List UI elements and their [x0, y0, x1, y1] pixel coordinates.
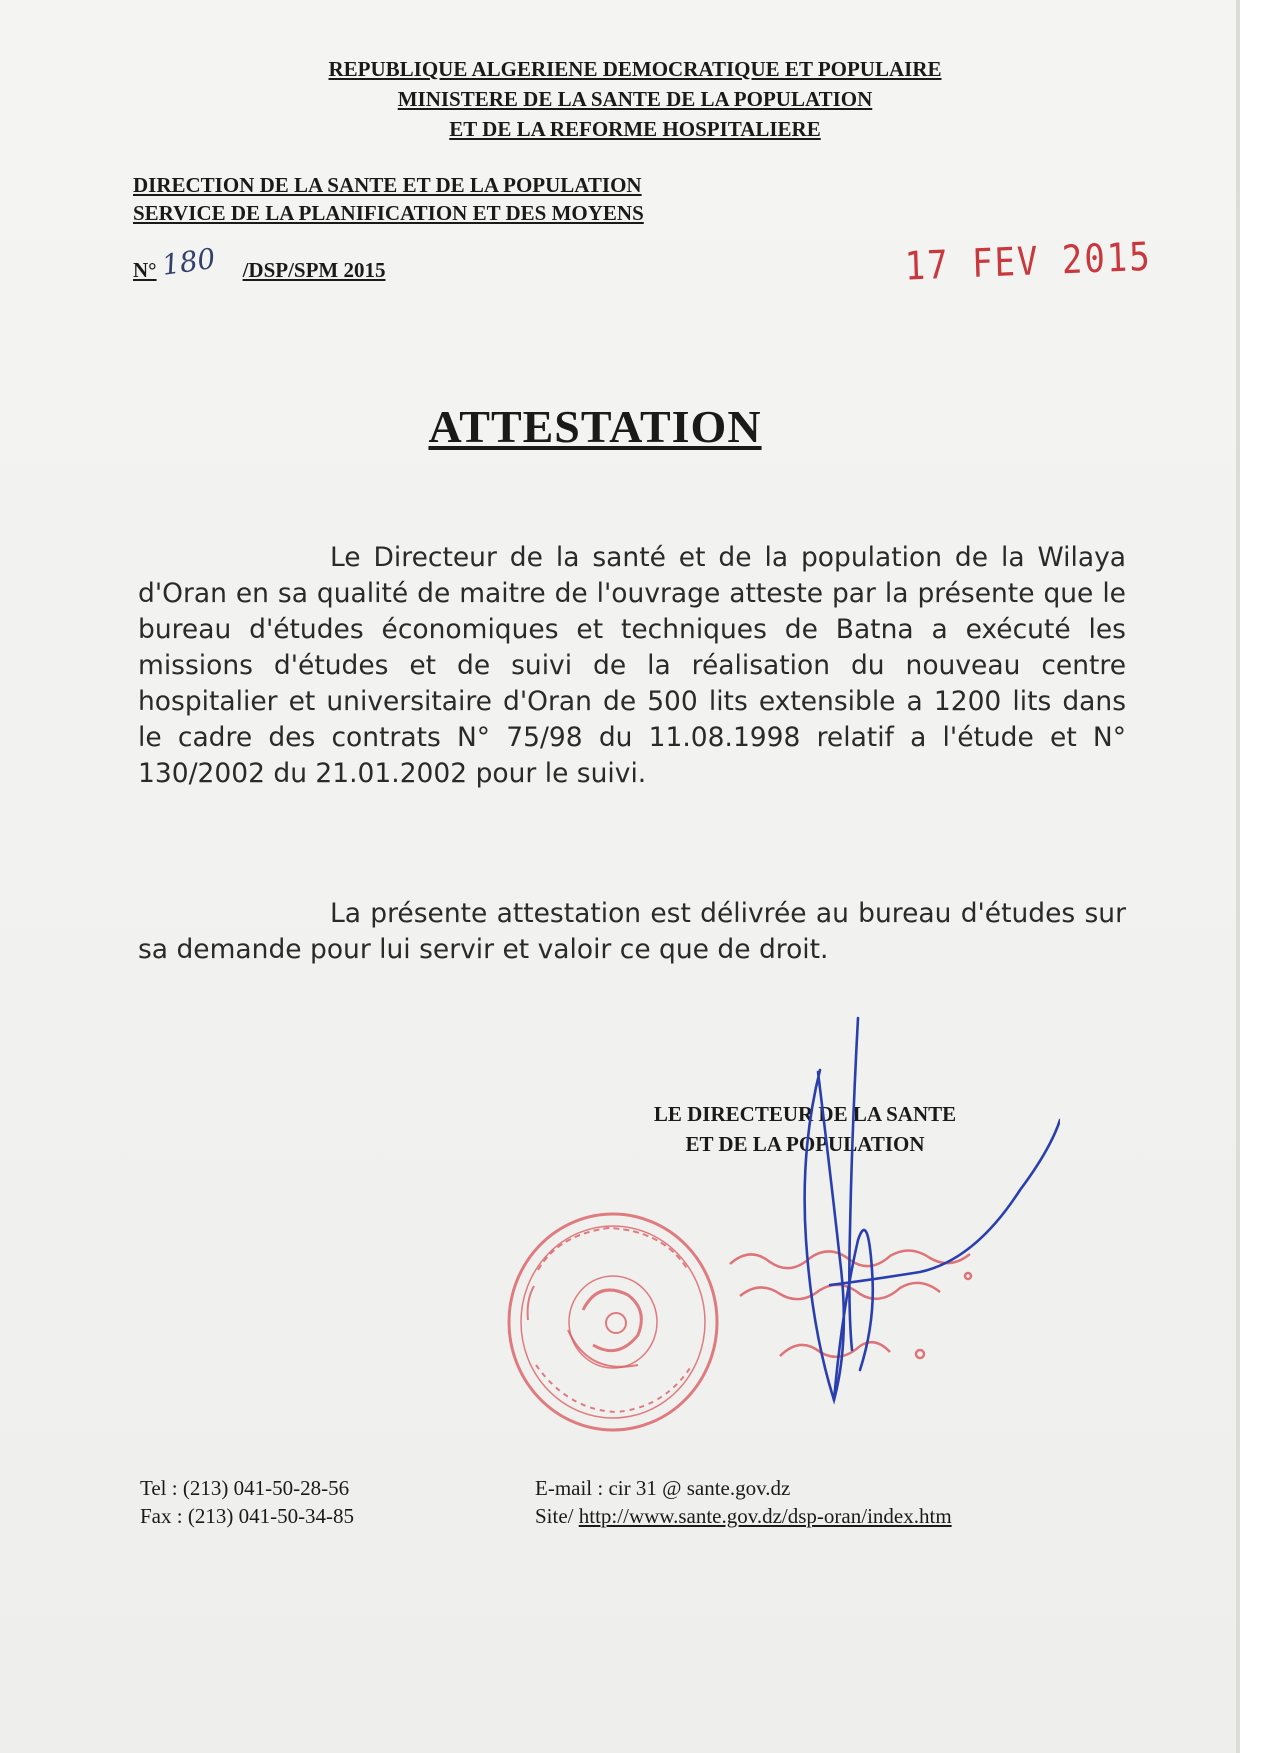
- footer-site-link[interactable]: http://www.sante.gov.dz/dsp-oran/index.htm: [578, 1504, 952, 1528]
- body-paragraph-2: La présente attestation est délivrée au bureau d'études sur sa demande pour lui servir et valoir ce que de droit.: [138, 898, 1126, 965]
- letterhead: [200, 54, 1070, 144]
- signatory-line-1: LE DIRECTEUR DE LA SANTE: [653, 1102, 957, 1126]
- date-stamp: 17 FEV 2015: [904, 234, 1153, 290]
- footer-email: E-mail : cir 31 @ sante.gov.dz: [535, 1476, 791, 1500]
- page-edge: [1236, 0, 1240, 1753]
- footer-tel: Tel : (213) 041-50-28-56: [140, 1476, 350, 1500]
- official-seal-stamp: [498, 1200, 728, 1440]
- signatory-line-2: ET DE LA POPULATION: [685, 1132, 925, 1156]
- reference-prefix: N°: [133, 258, 157, 282]
- footer-site-label: Site/: [535, 1504, 579, 1528]
- letterhead-line-1: REPUBLIQUE ALGERIENE DEMOCRATIQUE ET POPULAIRE: [328, 57, 942, 81]
- document-title: [0, 400, 1190, 453]
- footer-phone-fax: [140, 1474, 354, 1530]
- footer-contact: [535, 1474, 952, 1530]
- handwritten-reference-text: 180: [159, 241, 218, 282]
- letterhead-line-3: ET DE LA REFORME HOSPITALIERE: [449, 117, 821, 141]
- service-line-2: SERVICE DE LA PLANIFICATION ET DES MOYENS: [133, 201, 644, 225]
- handwritten-signature: [760, 1010, 1060, 1430]
- letterhead-line-2: MINISTERE DE LA SANTE DE LA POPULATION: [397, 87, 873, 111]
- reference-suffix: /DSP/SPM 2015: [242, 258, 386, 282]
- document-title-text: ATTESTATION: [428, 401, 762, 452]
- footer-fax: Fax : (213) 041-50-34-85: [140, 1504, 355, 1528]
- service-heading: [133, 171, 644, 227]
- handwritten-reference-number: [158, 240, 238, 284]
- service-line-1: DIRECTION DE LA SANTE ET DE LA POPULATION: [133, 173, 642, 197]
- body-paragraph-1: Le Directeur de la santé et de la population de la Wilaya d'Oran en sa qualité de maitre de l'ouvrage atteste par la présente que le bureau d'études économiques et techniques de Batna a exécuté les missions d'études et de suivi de la réalisation du nouveau centre hospitalier et universitaire d'Oran de 500 lits extensible a 1200 lits dans le cadre des contrats N° 75/98 du 11.08.1998 relatif a l'étude et N° 130/2002 du 21.01.2002 pour le suivi.: [138, 542, 1126, 789]
